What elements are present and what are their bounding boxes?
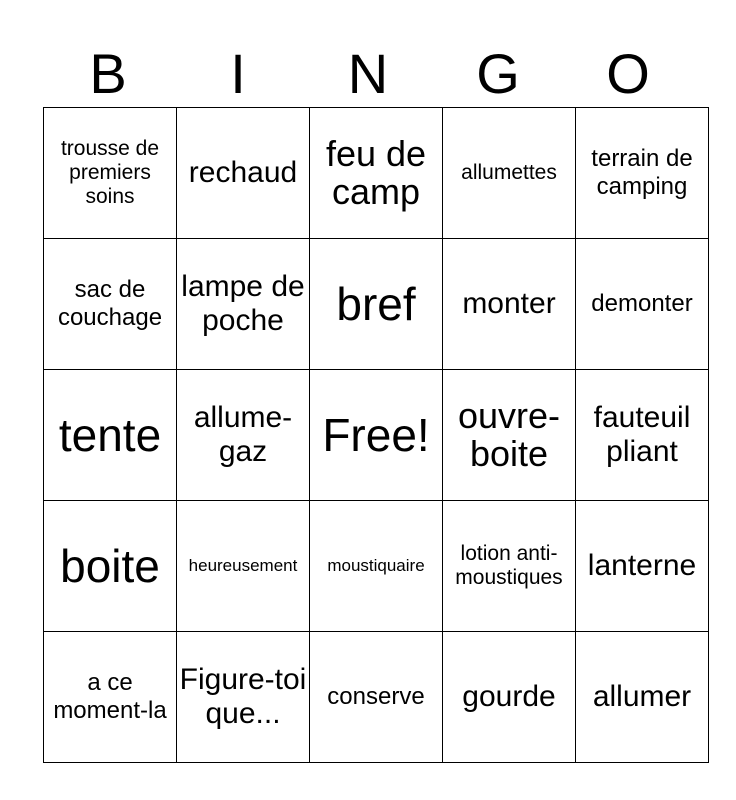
header-letter-o: O — [606, 42, 650, 105]
cell-label: boite — [60, 539, 160, 592]
cell-label: trousse de premiers soins — [60, 136, 160, 209]
board-cell[interactable] — [177, 108, 310, 239]
cell-label: Figure-toi que... — [179, 662, 307, 730]
cell-label: lanterne — [587, 548, 697, 582]
header-letter-i: I — [230, 42, 246, 105]
board-cell[interactable] — [177, 370, 310, 501]
cell-label: allumer — [592, 679, 692, 713]
cell-label: lampe de poche — [181, 269, 305, 337]
board-cell[interactable] — [310, 501, 443, 632]
header-letter-g: G — [476, 42, 520, 105]
board-cell[interactable] — [443, 370, 576, 501]
cell-label: heureusement — [188, 556, 298, 576]
cell-label: moustiquaire — [327, 556, 425, 576]
board-row — [44, 239, 709, 370]
board-cell[interactable] — [443, 632, 576, 763]
free-space-label: Free! — [322, 408, 430, 461]
board-cell[interactable] — [443, 239, 576, 370]
board-row — [44, 632, 709, 763]
bingo-header — [43, 40, 693, 108]
board-cell[interactable] — [44, 108, 177, 239]
board-cell[interactable] — [310, 108, 443, 239]
board-cell[interactable] — [44, 370, 177, 501]
board-cell[interactable] — [576, 501, 709, 632]
board-cell[interactable] — [44, 501, 177, 632]
cell-label: feu de camp — [325, 133, 427, 212]
cell-label: allumettes — [461, 160, 557, 184]
header-letter-n: N — [347, 42, 389, 105]
free-space-cell[interactable] — [310, 370, 443, 501]
cell-label: fauteuil pliant — [593, 400, 691, 468]
cell-label: a ce moment-la — [53, 669, 167, 724]
cell-label: conserve — [327, 683, 425, 711]
board-cell[interactable] — [576, 370, 709, 501]
cell-label: rechaud — [188, 155, 298, 189]
cell-label: bref — [336, 277, 416, 330]
board-row — [44, 370, 709, 501]
board-cell[interactable] — [443, 501, 576, 632]
board-cell[interactable] — [576, 632, 709, 763]
cell-label: sac de couchage — [57, 276, 163, 331]
cell-label: demonter — [591, 290, 693, 318]
board-cell[interactable] — [310, 239, 443, 370]
board-cell[interactable] — [576, 239, 709, 370]
cell-label: lotion anti-moustiques — [455, 541, 563, 589]
cell-label: ouvre-boite — [457, 395, 561, 474]
board-cell[interactable] — [44, 632, 177, 763]
header-letter-b: B — [89, 42, 127, 105]
bingo-board — [43, 107, 709, 763]
board-row — [44, 108, 709, 239]
board-cell[interactable] — [44, 239, 177, 370]
cell-label: tente — [58, 408, 162, 461]
board-cell[interactable] — [443, 108, 576, 239]
board-cell[interactable] — [576, 108, 709, 239]
cell-label: terrain de camping — [591, 145, 693, 200]
cell-label: gourde — [462, 679, 556, 713]
cell-label: allume-gaz — [193, 400, 293, 468]
board-cell[interactable] — [310, 632, 443, 763]
board-row — [44, 501, 709, 632]
board-cell[interactable] — [177, 632, 310, 763]
board-cell[interactable] — [177, 239, 310, 370]
board-cell[interactable] — [177, 501, 310, 632]
cell-label: monter — [462, 286, 556, 320]
